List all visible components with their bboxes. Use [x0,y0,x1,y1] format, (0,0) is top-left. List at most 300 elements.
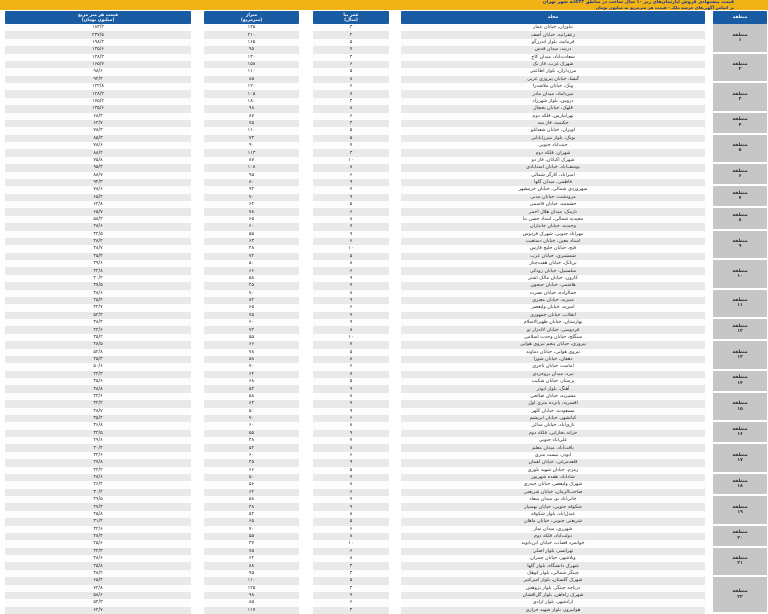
price-cell: ۴۸/۲ [5,238,191,245]
age-cell: ۵ [313,253,389,260]
price-cell: ۴۸/۲ [5,570,191,577]
region-cell-label: منطقه [732,213,748,219]
price-cell: ۴۲/۳ [5,548,191,555]
neighborhood-cell: مهرآباد جنوبی، شهرک فردوس [401,231,705,238]
price-cell: ۷۵/۸ [5,157,191,164]
price-cell: ۱۴۵/۶ [5,46,191,53]
region-cell-label: منطقه [732,452,748,458]
area-cell: ۱۱۰ [204,577,299,584]
region-cell-number: ۲۰ [737,535,743,541]
price-cell: ۲۷/۳ [5,503,191,510]
area-cell: ۸۷ [204,113,299,120]
area-cell: ۵۰ [204,474,299,481]
age-cell: ۸ [313,105,389,112]
column-gutter [299,11,313,24]
area-cell: ۸۵ [204,599,299,606]
neighborhood-cell: گیشا، خیابان پیروزی غربی [401,76,705,83]
age-cell: ۸ [313,290,389,297]
age-cell: ۶ [313,172,389,179]
price-cell: ۶۲/۷ [5,607,191,614]
price-cell: ۳۱/۴ [5,518,191,525]
region-cell [713,526,767,548]
area-cell: ۷۰ [204,363,299,370]
area-cell: ۱۵۸ [204,61,299,68]
price-cell: ۱۳۵/۶ [5,105,191,112]
price-cell: ۲۹/۵ [5,496,191,503]
age-cell: ۴ [313,98,389,105]
area-cell: ۹۵ [204,46,299,53]
region-cell [713,474,767,496]
age-cell: ۶ [313,599,389,606]
neighborhood-cell: نارمک، میدان هلال احمر [401,208,705,215]
neighborhood-cell: شریعتی جنوبی، خیابان ماهان [401,518,705,525]
price-column [5,24,191,614]
age-cell: ۶ [313,208,389,215]
age-cell: ۱۰ [313,334,389,341]
price-cell: ۵۲/۸ [5,349,191,356]
region-cell [713,208,767,230]
neighborhood-cell: قلهک، خیابان یخچال [401,105,705,112]
area-cell: ۶۰ [204,452,299,459]
area-cell: ۱۰۵ [204,90,299,97]
neighborhood-cell: زعفرانیه، خیابان آصف [401,31,705,38]
area-cell: ۱۲۰ [204,83,299,90]
area-cell: ۵۸ [204,275,299,282]
region-cell-label: منطقه [732,239,748,245]
neighborhood-cell: صاحب‌الزمان، خیابان شریعتی [401,489,705,496]
neighborhood-cell: وحیدیه، خیابان جانبازان [401,223,705,230]
age-cell: ۵ [313,127,389,134]
price-cell: ۲۸/۷ [5,408,191,415]
age-cell: ۷ [313,437,389,444]
age-cell: ۳ [313,585,389,592]
age-cell: ۴ [313,562,389,569]
header-area-line1: متراژ [245,12,258,18]
neighborhood-cell: یوسف‌آباد، خیابان اسدآبادی [401,164,705,171]
neighborhood-cell: دولت‌آباد، فلکه دوم [401,533,705,540]
region-cell [713,83,767,113]
neighborhood-cell: تهرانپارس، فلکه دوم [401,113,705,120]
price-cell: ۳۲/۶ [5,452,191,459]
age-cell: ۵ [313,378,389,385]
region-cell [713,135,767,165]
region-cell-label: منطقه [732,589,748,595]
neighborhood-cell: پیروزی، خیابان پنجم نیروی هوایی [401,341,705,348]
age-cell: ۸ [313,481,389,488]
area-cell: ۶۴ [204,400,299,407]
region-cell-label: منطقه [732,91,748,97]
price-cell: ۹۸/۶ [5,68,191,75]
region-cell-number: ۵ [738,148,742,154]
area-cell: ۱۰۸ [204,164,299,171]
price-cell: ۹۲/۳ [5,179,191,186]
region-cell [713,113,767,135]
neighborhood-cell: دریاچه چیتگر، بلوار پژوهش [401,585,705,592]
area-cell: ۶۶ [204,341,299,348]
neighborhood-cell: خانی‌آباد نو، میدان میعاد [401,496,705,503]
price-cell: ۳۰/۴ [5,444,191,451]
area-cell: ۴۸ [204,503,299,510]
area-cell: ۷۰ [204,194,299,201]
region-cell-number: ۱۱ [737,303,743,309]
age-cell: ۶ [313,267,389,274]
age-cell: ۳ [313,570,389,577]
region-cell-number: ۴ [738,122,742,128]
area-cell: ۵۸ [204,356,299,363]
price-cell: ۳۵/۴ [5,415,191,422]
price-cell: ۲۵/۶ [5,540,191,547]
region-cell-number: ۷ [738,196,742,202]
age-cell: ۸ [313,164,389,171]
area-cell: ۸۸ [204,562,299,569]
neighborhood-cell: امیرآباد، کارگر شمالی [401,172,705,179]
neighborhood-cell: شکوفه جنوبی، خیابان بهمنیار [401,503,705,510]
neighborhood-cell: عبدل‌آباد، بلوار شکوفه [401,511,705,518]
region-cell-label: منطقه [732,323,748,329]
age-cell: ۶ [313,526,389,533]
neighborhood-cell: منیریه، خیابان معیری [401,297,705,304]
area-cell: ۹۸ [204,105,299,112]
region-cell-label: منطقه [732,427,748,433]
age-cell: ۵ [313,135,389,142]
region-cell [713,444,767,474]
region-cell [713,164,767,186]
neighborhood-cell: ابوذر، بیست متری [401,452,705,459]
area-cell: ۱۲۵ [204,585,299,592]
age-cell: ۶ [313,83,389,90]
area-cell: ۶۳ [204,238,299,245]
neighborhood-cell: حشمتیه، خیابان قاسمی [401,201,705,208]
age-cell: ۸ [313,393,389,400]
neighborhood-cell: نیروی هوایی، خیابان دماوند [401,349,705,356]
neighborhood-cell: انقلاب، خیابان جمهوری [401,312,705,319]
area-cell: ۷۸ [204,349,299,356]
header-price-line2: (میلیون تومان) [81,17,115,23]
neighborhood-cell: جوانمرد قصاب، خیابان ابن‌بابویه [401,540,705,547]
neighborhood-cell: شادآباد، هفده شهریور [401,474,705,481]
area-cell: ۶۶ [204,267,299,274]
header-area-line2: (مترمربع) [240,17,263,23]
neighborhood-cell: هوانیروز، بلوار شهید خرازی [401,607,705,614]
area-cell: ۱۱۷ [204,607,299,614]
age-cell: ۸ [313,444,389,451]
column-gutter [389,11,401,24]
region-cell [713,496,767,526]
price-cell: ۸۸/۷ [5,172,191,179]
neighborhood-cell: بریانک، خیابان هفت‌چنار [401,260,705,267]
neighborhood-cell: سنگلج، خیابان وحدت اسلامی [401,334,705,341]
price-cell: ۲۵/۸ [5,511,191,518]
neighborhood-cell: نیاوران، خیابان عمار [401,24,705,31]
area-cell: ۶۸ [204,378,299,385]
neighborhood-cell: لویزان، خیابان شعبانلو [401,127,705,134]
age-cell: ۶ [313,363,389,370]
area-cell: ۶۲ [204,489,299,496]
price-cell: ۳۴/۲ [5,467,191,474]
neighborhood-cell: پونک، بلوار میرزابابایی [401,135,705,142]
age-cell: ۷ [313,223,389,230]
area-cell: ۱۱۳ [204,149,299,156]
area-cell: ۵۴ [204,385,299,392]
area-cell: ۵۰ [204,408,299,415]
area-cell: ۶۰ [204,223,299,230]
neighborhood-cell: آهنگ، بلوار ابوذر [401,385,705,392]
price-cell: ۲۹/۶ [5,437,191,444]
age-cell: ۶ [313,238,389,245]
age-cell: ۹ [313,319,389,326]
age-cell: ۴ [313,607,389,614]
region-cell-label: منطقه [732,62,748,68]
region-cell-number: ۲۱ [737,561,743,567]
header-area [204,11,299,24]
area-cell: ۵۰ [204,260,299,267]
region-cell-number: ۱۶ [737,432,743,438]
area-cell: ۵۵ [204,231,299,238]
area-cell: ۴۸ [204,437,299,444]
area-cell: ۷۰ [204,526,299,533]
area-column [204,24,299,614]
neighborhood-cell: فردوسی، خیابان لاله‌زار نو [401,326,705,333]
neighborhood-column [401,24,705,614]
region-cell-label: منطقه [732,191,748,197]
neighborhood-cell: کارون، خیابان مالک اشتر [401,275,705,282]
region-cell-number: ۱۹ [737,509,743,515]
price-cell: ۳۸/۸ [5,385,191,392]
neighborhood-cell: مسعودیه، خیابان کلهر [401,408,705,415]
age-cell: ۸ [313,511,389,518]
neighborhood-cell: جمالزاده، خیابان نصرت [401,290,705,297]
price-cell: ۴۵/۸ [5,562,191,569]
price-cell: ۳۵/۲ [5,334,191,341]
price-cell: ۴۲/۳ [5,371,191,378]
price-cell: ۱۷۵/۲ [5,98,191,105]
price-cell: ۴۰/۲ [5,275,191,282]
region-cell-label: منطقه [732,143,748,149]
price-cell: ۷۲/۸ [5,585,191,592]
price-cell: ۴۵/۲ [5,297,191,304]
neighborhood-cell: شهرک غرب، فاز یک [401,61,705,68]
region-cell-number: ۱۳ [737,354,743,360]
neighborhood-cell: نازی‌آباد، خیابان مدائن [401,422,705,429]
neighborhood-cell: یافت‌آباد، میدان معلم [401,444,705,451]
region-cell [713,341,767,371]
age-cell: ۵ [313,201,389,208]
neighborhood-cell: شهرک راه‌آهن، بلوار گل‌افشان [401,592,705,599]
region-cell-number: ۱ [738,37,742,43]
neighborhood-cell: مجیدیه شمالی، استاد حسن بنا [401,216,705,223]
region-cell-number: ۱۸ [737,483,743,489]
price-cell: ۱۸۳/۲ [5,24,191,31]
price-cell: ۷۸/۶ [5,186,191,193]
price-cell: ۳۸/۷ [5,245,191,252]
region-cell-number: ۱۴ [737,380,743,386]
table-header-row [0,11,768,24]
price-cell: ۴۵/۳ [5,253,191,260]
price-cell: ۹۲/۴ [5,76,191,83]
age-cell: ۹ [313,179,389,186]
age-cell: ۸ [313,326,389,333]
age-cell: ۹ [313,408,389,415]
price-cell: ۸۵/۳ [5,135,191,142]
neighborhood-cell: استاد معین، خیابان دستغیب [401,238,705,245]
area-cell: ۶۵ [204,518,299,525]
age-cell: ۷ [313,46,389,53]
area-cell: ۴۵ [204,459,299,466]
price-cell: ۴۸/۶ [5,223,191,230]
title-banner [0,0,768,10]
neighborhood-cell: پرستار، خیابان شکیب [401,378,705,385]
region-cell-number: ۲ [738,67,742,73]
region-cell [713,393,767,423]
age-cell: ۷ [313,592,389,599]
area-cell: ۱۸۰ [204,98,299,105]
age-cell: ۱۰ [313,157,389,164]
neighborhood-cell: فرمانیه، بلوار اندرزگو [401,39,705,46]
neighborhood-cell: افسریه، پانزده متری اول [401,400,705,407]
age-cell: ۵ [313,349,389,356]
age-cell: ۱۰ [313,245,389,252]
neighborhood-cell: سعادت‌آباد، میدان کاج [401,54,705,61]
area-cell: ۱۳۰ [204,54,299,61]
age-cell: ۱۰ [313,540,389,547]
age-cell: ۶ [313,452,389,459]
region-cell [713,422,767,444]
neighborhood-cell: سلسبیل، خیابان رودکی [401,267,705,274]
price-cell: ۵۸/۶ [5,592,191,599]
area-cell: ۸۷ [204,157,299,164]
region-cell [713,186,767,208]
area-cell: ۸۲ [204,297,299,304]
area-cell: ۹۸ [204,592,299,599]
age-cell: ۹ [313,275,389,282]
price-cell: ۴۲/۶ [5,326,191,333]
price-cell: ۳۲/۵ [5,430,191,437]
price-cell: ۵۲/۳ [5,312,191,319]
age-cell: ۴ [313,120,389,127]
area-cell: ۵۶ [204,481,299,488]
neighborhood-cell: خزانه بخارایی، فلکه دوم [401,430,705,437]
price-cell: ۳۷/۵ [5,282,191,289]
age-cell: ۷ [313,341,389,348]
area-cell: ۶۴ [204,201,299,208]
neighborhood-cell: شهران، فلکه دوم [401,149,705,156]
neighborhood-cell: بهارستان، خیابان ظهیرالاسلام [401,319,705,326]
neighborhood-cell: فاطمی، میدان گلها [401,179,705,186]
neighborhood-cell: دهقان، خیابان شورا [401,356,705,363]
age-cell: ۵ [313,577,389,584]
age-cell: ۷ [313,186,389,193]
neighborhood-cell: امیریه، خیابان ولیعصر [401,304,705,311]
price-cell: ۳۰/۲ [5,489,191,496]
neighborhood-cell: شهرک دانشگاه، بلوار گلها [401,562,705,569]
header-neighborhood-label: محله [547,15,559,20]
price-cell: ۴۲/۵ [5,231,191,238]
region-cell-number: ۱۲ [737,329,743,335]
neighborhood-cell: شهرری، میدان نماز [401,526,705,533]
neighborhood-cell: شمشیری، خیابان عرب [401,253,705,260]
price-cell: ۴۲/۷ [5,304,191,311]
header-age-line2: (سال) [344,17,358,23]
region-cell-number: ۲۲ [737,594,743,600]
age-cell: ۹ [313,231,389,238]
age-cell: ۷ [313,400,389,407]
region-cell-label: منطقه [732,530,748,536]
neighborhood-cell: میرداماد، میدان مادر [401,90,705,97]
neighborhood-cell: دربند، میدان قدس [401,46,705,53]
region-cell-label: منطقه [732,504,748,510]
neighborhood-cell: مرودشت، خیابان مدنی [401,194,705,201]
age-cell: ۵ [313,39,389,46]
area-cell: ۷۰ [204,290,299,297]
area-cell: ۸۰ [204,179,299,186]
region-cell [713,54,767,84]
region-cell-number: ۱۷ [737,458,743,464]
area-cell: ۴۵ [204,282,299,289]
area-cell: ۶۰ [204,319,299,326]
header-price-line1: قیمت هر متر مربع [78,12,118,18]
area-cell: ۷۵ [204,548,299,555]
price-cell: ۲۷/۸ [5,459,191,466]
page-title: قیمت پیشنهادی فروش آپارتمان‌های زیر ۱۰ سال ساخت در مناطق ۲۲گانه شهر تهران [542,0,734,5]
region-cell-number: ۱۵ [737,406,743,412]
neighborhood-cell: هاشمی، خیابان جیحون [401,282,705,289]
price-cell: ۱۴۸/۳ [5,54,191,61]
price-cell: ۱۴۲/۸ [5,83,191,90]
age-cell: ۷ [313,90,389,97]
header-age-line1: عمر بنا [343,12,359,18]
price-cell: ۸۸/۲ [5,149,191,156]
price-cell: ۳۴/۶ [5,393,191,400]
area-cell: ۷۳ [204,135,299,142]
neighborhood-cell: قلعه‌مرغی، خیابان لقمان [401,459,705,466]
neighborhood-cell: حکیمیه، فاز سه [401,120,705,127]
neighborhood-cell: آزادشهر، بلوار آزادی [401,599,705,606]
neighborhood-cell: دروس، بلوار شهرزاد [401,98,705,105]
region-cell-label: منطقه [732,349,748,355]
price-cell: ۶۲/۸ [5,201,191,208]
neighborhood-cell: فتح، خیابان خلیج فارس [401,245,705,252]
age-cell: ۸ [313,533,389,540]
age-cell: ۷ [313,312,389,319]
age-cell: ۹ [313,459,389,466]
price-cell: ۳۲/۲ [5,400,191,407]
neighborhood-cell: زمزم، خیابان شهید بلوری [401,467,705,474]
price-cell: ۶۵/۷ [5,208,191,215]
region-cell-label: منطقه [732,478,748,484]
area-cell: ۵۲ [204,511,299,518]
age-cell: ۵ [313,68,389,75]
area-cell: ۶۲ [204,371,299,378]
header-region [713,11,767,24]
age-cell: ۶ [313,548,389,555]
area-cell: ۴۷ [204,540,299,547]
neighborhood-cell: کیانشهر، خیابان ابریشم [401,415,705,422]
region-cell [713,231,767,261]
region-cell [713,24,767,54]
area-cell: ۶۵ [204,216,299,223]
age-cell: ۳ [313,24,389,31]
age-cell: ۶ [313,304,389,311]
region-cell-label: منطقه [732,117,748,123]
neighborhood-cell: نبرد، میدان بروجردی [401,371,705,378]
area-cell: ۲۱۰ [204,31,299,38]
neighborhood-cell: چیتگر شمالی، بلوار کوهک [401,570,705,577]
area-cell: ۹۲ [204,186,299,193]
region-cell-number: ۳ [738,96,742,102]
area-cell: ۷۲ [204,253,299,260]
neighborhood-cell: ویلاشهر، خیابان چمران [401,555,705,562]
region-cell [713,548,767,578]
